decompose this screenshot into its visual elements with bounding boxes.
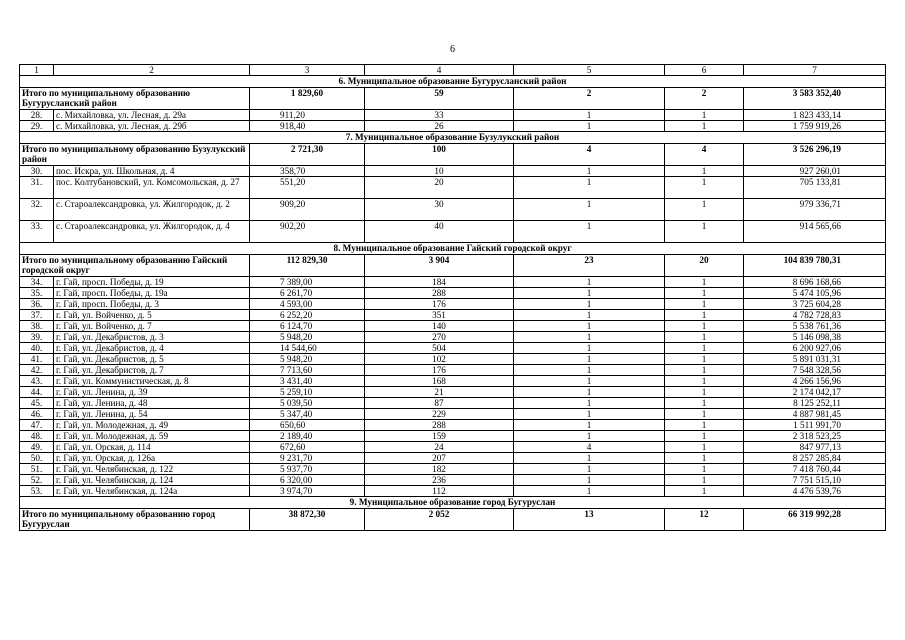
table-row [20, 332, 886, 343]
table-row [20, 475, 886, 486]
address-cell: г. Гай, ул. Челябинская, д. 124а [54, 486, 250, 497]
row-number: 44. [20, 387, 54, 398]
row-number: 34. [20, 277, 54, 288]
row-number: 50. [20, 453, 54, 464]
area-cell: 38 872,30 [250, 509, 365, 531]
table-row [20, 453, 886, 464]
count-cell: 1 [665, 221, 744, 243]
residents-cell: 3 904 [365, 255, 514, 277]
total-label: Итого по муниципальному образованию город Бугуруслан [20, 509, 250, 531]
table-row [20, 288, 886, 299]
cost-cell: 8 257 285,84 [744, 453, 886, 464]
row-number: 36. [20, 299, 54, 310]
area-cell: 4 593,00 [250, 299, 365, 310]
count-cell: 1 [514, 343, 665, 354]
cost-cell: 7 751 515,10 [744, 475, 886, 486]
count-cell: 1 [514, 409, 665, 420]
area-cell: 911,20 [250, 110, 365, 121]
count-cell: 1 [514, 354, 665, 365]
count-cell: 1 [665, 365, 744, 376]
residents-cell: 30 [365, 199, 514, 221]
row-number: 46. [20, 409, 54, 420]
address-cell: г. Гай, ул. Орская, д. 126а [54, 453, 250, 464]
cost-cell: 5 474 105,96 [744, 288, 886, 299]
count-cell: 12 [665, 509, 744, 531]
residents-cell: 270 [365, 332, 514, 343]
cost-cell: 7 548 328,56 [744, 365, 886, 376]
count-cell: 1 [665, 376, 744, 387]
count-cell: 1 [665, 310, 744, 321]
count-cell: 1 [514, 166, 665, 177]
cost-cell: 3 725 604,28 [744, 299, 886, 310]
cost-cell: 1 511 991,70 [744, 420, 886, 431]
residents-cell: 112 [365, 486, 514, 497]
row-number: 31. [20, 177, 54, 199]
table-row [20, 486, 886, 497]
area-cell: 7 389,00 [250, 277, 365, 288]
row-number: 33. [20, 221, 54, 243]
residents-cell: 102 [365, 354, 514, 365]
total-label: Итого по муниципальному образованию Бугурусланский район [20, 88, 250, 110]
cost-cell: 2 318 523,25 [744, 431, 886, 442]
area-cell: 9 231,70 [250, 453, 365, 464]
section-title: 9. Муниципальное образование город Бугуруслан [20, 497, 886, 509]
row-number: 52. [20, 475, 54, 486]
count-cell: 1 [514, 398, 665, 409]
count-cell: 1 [514, 277, 665, 288]
residents-cell: 184 [365, 277, 514, 288]
address-cell: г. Гай, ул. Ленина, д. 54 [54, 409, 250, 420]
cost-cell: 7 418 760,44 [744, 464, 886, 475]
cost-cell: 104 839 780,31 [744, 255, 886, 277]
count-cell: 1 [665, 475, 744, 486]
table-row [20, 398, 886, 409]
residents-cell: 236 [365, 475, 514, 486]
count-cell: 1 [514, 420, 665, 431]
cost-cell: 4 476 539,76 [744, 486, 886, 497]
row-number: 38. [20, 321, 54, 332]
address-cell: г. Гай, ул. Коммунистическая, д. 8 [54, 376, 250, 387]
count-cell: 1 [514, 310, 665, 321]
area-cell: 5 347,40 [250, 409, 365, 420]
table-row [20, 277, 886, 288]
cost-cell: 5 146 098,38 [744, 332, 886, 343]
area-cell: 6 252,20 [250, 310, 365, 321]
row-number: 49. [20, 442, 54, 453]
count-cell: 1 [665, 398, 744, 409]
count-cell: 1 [514, 110, 665, 121]
residents-cell: 87 [365, 398, 514, 409]
count-cell: 1 [665, 354, 744, 365]
cost-cell: 4 266 156,96 [744, 376, 886, 387]
residents-cell: 504 [365, 343, 514, 354]
table-row [20, 343, 886, 354]
address-cell: г. Гай, ул. Орская, д. 114 [54, 442, 250, 453]
row-number: 53. [20, 486, 54, 497]
cost-cell: 66 319 992,28 [744, 509, 886, 531]
cost-cell: 927 260,01 [744, 166, 886, 177]
table-row [20, 442, 886, 453]
header-cell: 4 [365, 65, 514, 76]
count-cell: 1 [514, 199, 665, 221]
area-cell: 2 189,40 [250, 431, 365, 442]
count-cell: 1 [665, 299, 744, 310]
residents-cell: 176 [365, 365, 514, 376]
section-heading-row [20, 497, 886, 509]
count-cell: 1 [665, 464, 744, 475]
cost-cell: 5 891 031,31 [744, 354, 886, 365]
count-cell: 1 [514, 453, 665, 464]
count-cell: 1 [514, 475, 665, 486]
cost-cell: 847 977,13 [744, 442, 886, 453]
section-heading-row [20, 132, 886, 144]
section-heading-row [20, 76, 886, 88]
area-cell: 2 721,30 [250, 144, 365, 166]
residents-cell: 100 [365, 144, 514, 166]
address-cell: г. Гай, ул. Войченко, д. 7 [54, 321, 250, 332]
area-cell: 5 039,50 [250, 398, 365, 409]
address-cell: г. Гай, ул. Войченко, д. 5 [54, 310, 250, 321]
header-cell: 2 [54, 65, 250, 76]
cost-cell: 914 565,66 [744, 221, 886, 243]
count-cell: 1 [514, 332, 665, 343]
header-cell: 3 [250, 65, 365, 76]
area-cell: 909,20 [250, 199, 365, 221]
row-number: 37. [20, 310, 54, 321]
total-label: Итого по муниципальному образованию Бузулукский район [20, 144, 250, 166]
address-cell: г. Гай, просп. Победы, д. 19 [54, 277, 250, 288]
address-cell: г. Гай, ул. Челябинская, д. 124 [54, 475, 250, 486]
table-row [20, 121, 886, 132]
residents-cell: 168 [365, 376, 514, 387]
cost-cell: 1 823 433,14 [744, 110, 886, 121]
count-cell: 4 [514, 144, 665, 166]
area-cell: 6 124,70 [250, 321, 365, 332]
count-cell: 20 [665, 255, 744, 277]
cost-cell: 1 759 919,26 [744, 121, 886, 132]
count-cell: 1 [514, 288, 665, 299]
residents-cell: 10 [365, 166, 514, 177]
count-cell: 1 [665, 332, 744, 343]
area-cell: 112 829,30 [250, 255, 365, 277]
table-row [20, 387, 886, 398]
table-row [20, 177, 886, 199]
address-cell: с. Михайловка, ул. Лесная, д. 29б [54, 121, 250, 132]
table-row [20, 310, 886, 321]
area-cell: 650,60 [250, 420, 365, 431]
count-cell: 2 [665, 88, 744, 110]
table-row [20, 321, 886, 332]
table-row [20, 221, 886, 243]
address-cell: с. Михайловка, ул. Лесная, д. 29а [54, 110, 250, 121]
count-cell: 1 [665, 453, 744, 464]
row-number: 47. [20, 420, 54, 431]
header-cell: 6 [665, 65, 744, 76]
count-cell: 13 [514, 509, 665, 531]
address-cell: г. Гай, ул. Челябинская, д. 122 [54, 464, 250, 475]
residents-cell: 182 [365, 464, 514, 475]
residents-cell: 59 [365, 88, 514, 110]
cost-cell: 6 200 927,06 [744, 343, 886, 354]
cost-cell: 3 583 352,40 [744, 88, 886, 110]
row-number: 39. [20, 332, 54, 343]
count-cell: 1 [665, 442, 744, 453]
residents-cell: 24 [365, 442, 514, 453]
section-title: 6. Муниципальное образование Бугурусланский район [20, 76, 886, 88]
table-row [20, 166, 886, 177]
header-cell: 5 [514, 65, 665, 76]
address-cell: с. Староалександровка, ул. Жилгородок, д. 4 [54, 221, 250, 243]
address-cell: г. Гай, ул. Декабристов, д. 5 [54, 354, 250, 365]
total-row [20, 509, 886, 531]
table-row [20, 354, 886, 365]
total-row [20, 144, 886, 166]
count-cell: 1 [665, 288, 744, 299]
area-cell: 551,20 [250, 177, 365, 199]
area-cell: 6 261,70 [250, 288, 365, 299]
table-row [20, 199, 886, 221]
page-number: 6 [450, 44, 455, 55]
total-row [20, 255, 886, 277]
area-cell: 6 320,00 [250, 475, 365, 486]
section-heading-row [20, 243, 886, 255]
count-cell: 1 [665, 486, 744, 497]
housing-table [19, 64, 886, 531]
header-row [20, 65, 886, 76]
area-cell: 672,60 [250, 442, 365, 453]
count-cell: 1 [665, 121, 744, 132]
count-cell: 1 [514, 177, 665, 199]
total-label: Итого по муниципальному образованию Гайский городской округ [20, 255, 250, 277]
count-cell: 1 [514, 321, 665, 332]
row-number: 42. [20, 365, 54, 376]
section-title: 7. Муниципальное образование Бузулукский район [20, 132, 886, 144]
residents-cell: 21 [365, 387, 514, 398]
cost-cell: 8 696 168,66 [744, 277, 886, 288]
count-cell: 1 [665, 431, 744, 442]
count-cell: 1 [514, 486, 665, 497]
residents-cell: 20 [365, 177, 514, 199]
row-number: 35. [20, 288, 54, 299]
row-number: 32. [20, 199, 54, 221]
header-cell: 7 [744, 65, 886, 76]
address-cell: г. Гай, ул. Декабристов, д. 4 [54, 343, 250, 354]
count-cell: 1 [514, 365, 665, 376]
area-cell: 358,70 [250, 166, 365, 177]
area-cell: 918,40 [250, 121, 365, 132]
table-row [20, 409, 886, 420]
address-cell: с. Староалександровка, ул. Жилгородок, д. 2 [54, 199, 250, 221]
address-cell: г. Гай, просп. Победы, д. 19а [54, 288, 250, 299]
residents-cell: 229 [365, 409, 514, 420]
section-title: 8. Муниципальное образование Гайский городской округ [20, 243, 886, 255]
table-row [20, 376, 886, 387]
cost-cell: 3 526 296,19 [744, 144, 886, 166]
cost-cell: 5 538 761,36 [744, 321, 886, 332]
residents-cell: 33 [365, 110, 514, 121]
count-cell: 1 [665, 177, 744, 199]
count-cell: 1 [514, 387, 665, 398]
count-cell: 1 [665, 409, 744, 420]
row-number: 41. [20, 354, 54, 365]
count-cell: 1 [514, 221, 665, 243]
count-cell: 23 [514, 255, 665, 277]
cost-cell: 4 782 728,83 [744, 310, 886, 321]
table-row [20, 299, 886, 310]
count-cell: 4 [514, 442, 665, 453]
residents-cell: 207 [365, 453, 514, 464]
area-cell: 7 713,60 [250, 365, 365, 376]
address-cell: г. Гай, ул. Ленина, д. 48 [54, 398, 250, 409]
residents-cell: 159 [365, 431, 514, 442]
count-cell: 1 [514, 121, 665, 132]
area-cell: 5 948,20 [250, 354, 365, 365]
table-row [20, 365, 886, 376]
residents-cell: 288 [365, 288, 514, 299]
address-cell: пос. Искра, ул. Школьная, д. 4 [54, 166, 250, 177]
cost-cell: 8 125 252,11 [744, 398, 886, 409]
address-cell: г. Гай, просп. Победы, д. 3 [54, 299, 250, 310]
count-cell: 1 [514, 376, 665, 387]
address-cell: г. Гай, ул. Молодежная, д. 59 [54, 431, 250, 442]
count-cell: 1 [665, 420, 744, 431]
area-cell: 14 544,60 [250, 343, 365, 354]
residents-cell: 40 [365, 221, 514, 243]
header-cell: 1 [20, 65, 54, 76]
row-number: 51. [20, 464, 54, 475]
count-cell: 1 [665, 343, 744, 354]
area-cell: 5 948,20 [250, 332, 365, 343]
address-cell: г. Гай, ул. Ленина, д. 39 [54, 387, 250, 398]
area-cell: 3 974,70 [250, 486, 365, 497]
count-cell: 1 [665, 387, 744, 398]
table-row [20, 110, 886, 121]
count-cell: 1 [665, 321, 744, 332]
cost-cell: 705 133,81 [744, 177, 886, 199]
residents-cell: 2 052 [365, 509, 514, 531]
count-cell: 1 [665, 199, 744, 221]
address-cell: г. Гай, ул. Молодежная, д. 49 [54, 420, 250, 431]
row-number: 28. [20, 110, 54, 121]
row-number: 45. [20, 398, 54, 409]
count-cell: 1 [514, 464, 665, 475]
row-number: 30. [20, 166, 54, 177]
count-cell: 2 [514, 88, 665, 110]
row-number: 48. [20, 431, 54, 442]
cost-cell: 4 887 981,45 [744, 409, 886, 420]
count-cell: 4 [665, 144, 744, 166]
count-cell: 1 [665, 277, 744, 288]
cost-cell: 2 174 042,17 [744, 387, 886, 398]
row-number: 40. [20, 343, 54, 354]
residents-cell: 176 [365, 299, 514, 310]
table-row [20, 464, 886, 475]
area-cell: 1 829,60 [250, 88, 365, 110]
residents-cell: 140 [365, 321, 514, 332]
area-cell: 902,20 [250, 221, 365, 243]
cost-cell: 979 336,71 [744, 199, 886, 221]
area-cell: 5 937,70 [250, 464, 365, 475]
total-row [20, 88, 886, 110]
address-cell: г. Гай, ул. Декабристов, д. 3 [54, 332, 250, 343]
count-cell: 1 [665, 166, 744, 177]
row-number: 29. [20, 121, 54, 132]
address-cell: г. Гай, ул. Декабристов, д. 7 [54, 365, 250, 376]
address-cell: пос. Колтубановский, ул. Комсомольская, д. 27 [54, 177, 250, 199]
count-cell: 1 [665, 110, 744, 121]
row-number: 43. [20, 376, 54, 387]
table-row [20, 431, 886, 442]
residents-cell: 288 [365, 420, 514, 431]
count-cell: 1 [514, 431, 665, 442]
table-row [20, 420, 886, 431]
count-cell: 1 [514, 299, 665, 310]
residents-cell: 351 [365, 310, 514, 321]
area-cell: 5 259,10 [250, 387, 365, 398]
residents-cell: 26 [365, 121, 514, 132]
area-cell: 3 431,40 [250, 376, 365, 387]
